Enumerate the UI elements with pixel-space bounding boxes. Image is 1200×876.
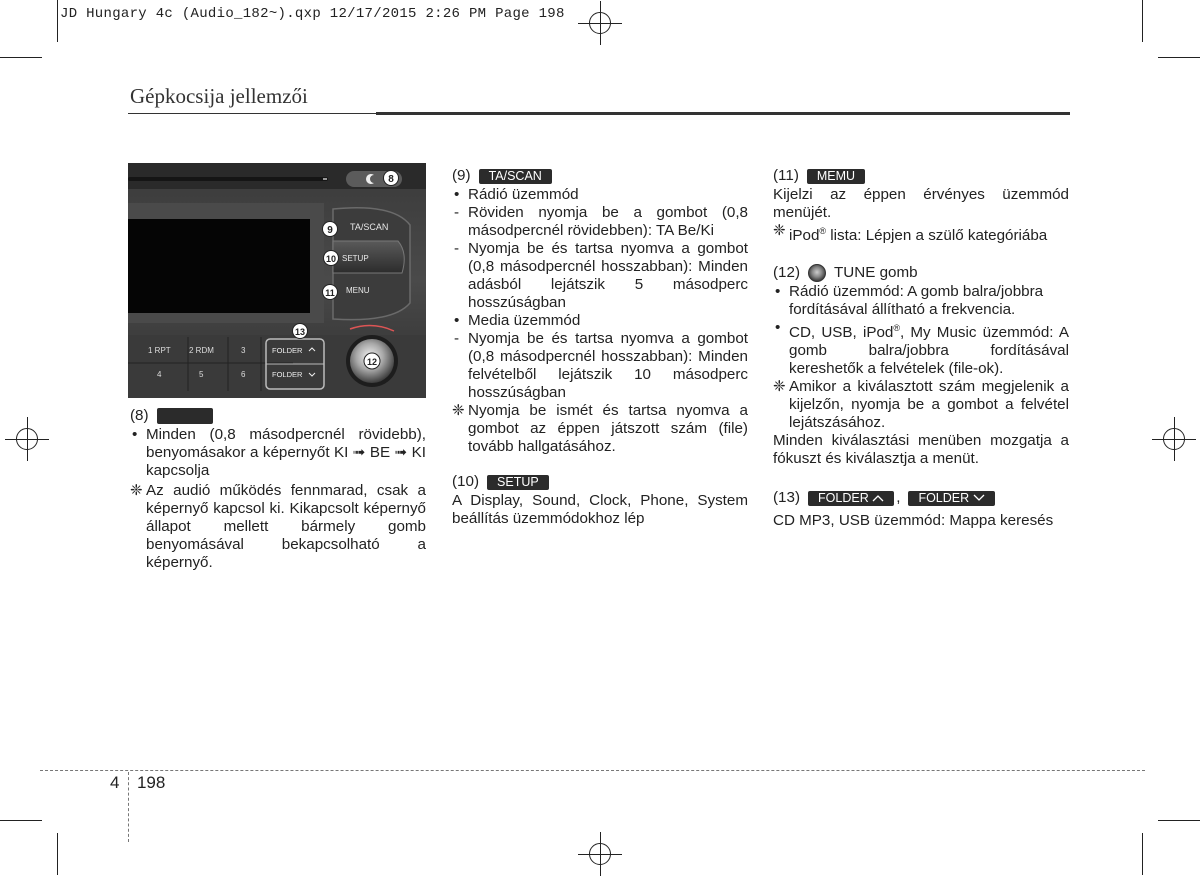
menu-button-label: MENU (346, 286, 370, 295)
folder-up-text: FOLDER (818, 490, 869, 505)
ta-scan-button-label: TA/SCAN (350, 222, 389, 232)
item-8-note (130, 482, 426, 572)
long-press-media-dash: - Nyomja be és tartsa nyomva a gombot (0,8 másodpercnél hosszabban): Minden felvételből lejátszik 10 másodperc hosszúságban (452, 330, 748, 402)
callout-10: 10 (325, 254, 337, 264)
callout-12: 12 (366, 357, 378, 367)
registration-mark-icon (16, 428, 38, 450)
item-10-heading (452, 472, 748, 492)
note-mark: ❈ (452, 402, 465, 419)
crop-mark (1142, 833, 1143, 875)
chevron-down-icon (973, 494, 985, 502)
preset-1-rpt-label: 1 RPT (148, 346, 171, 355)
item-11-heading (773, 166, 1069, 186)
item-13-number: (13) (773, 489, 801, 507)
menu-label: MEMU (807, 169, 865, 184)
item-11-number: (11) (773, 167, 799, 184)
page-number (110, 773, 165, 793)
item-9-note (452, 402, 748, 456)
callout-8: 8 (388, 174, 394, 185)
tune-media-text-b: , My Music üzemmód: A gomb balra/jobbra fordításával kereshetők a felvételek (file-ok). (789, 324, 1069, 378)
chapter-number: 4 (110, 773, 120, 792)
separator-comma: , (896, 489, 901, 507)
registration-mark-icon (589, 843, 611, 865)
preset-3-label: 3 (241, 346, 246, 355)
radio-mode-bullet: • Rádió üzemmód (452, 186, 748, 204)
tune-media-bullet (773, 319, 1069, 378)
item-8-heading (130, 406, 426, 426)
ta-scan-label: TA/SCAN (479, 169, 552, 184)
preset-4-label: 4 (157, 370, 162, 379)
folder-down-text: FOLDER (918, 490, 970, 505)
item-8-bullet: • Minden (0,8 másodpercnél rövidebb), benyomásakor a képernyőt KI ➟ BE ➟ KI kapcsolja (130, 426, 426, 480)
item-12-number: (12) (773, 264, 801, 282)
preset-2-rdm-label: 2 RDM (189, 346, 214, 355)
item-8-number: (8) (130, 407, 149, 424)
item-9-heading (452, 166, 748, 186)
title-rule (376, 112, 1070, 115)
ipod-text: iPod (789, 227, 820, 245)
column-1 (130, 406, 426, 572)
tune-media-text-a: CD, USB, iPod (789, 324, 894, 342)
column-2 (452, 166, 748, 528)
crop-mark (1142, 0, 1143, 42)
moon-button-label (157, 408, 213, 424)
print-header: JD Hungary 4c (Audio_182~).qxp 12/17/2015 2:26 PM Page 198 (60, 6, 565, 22)
registered-mark: ® (893, 323, 900, 334)
item-11-note (773, 222, 1069, 245)
item-10-number: (10) (452, 473, 480, 490)
screen-display (128, 219, 310, 313)
item-8-note-text: Az audió működés fennmarad, csak a képernyő kapcsol ki. Kikapcsolt képernyő állapot mellett bármely gomb benyomásával bekapcsolható a képernyő. (146, 482, 426, 571)
tune-label: TUNE gomb (834, 264, 918, 282)
media-mode-bullet: • Media üzemmód (452, 312, 748, 330)
note-mark: ❈ (130, 482, 143, 499)
crop-mark (1158, 820, 1200, 821)
callout-11: 11 (325, 288, 335, 298)
long-press-radio-dash: - Nyomja be és tartsa nyomva a gombot (0,8 másodpercnél hosszabban): Minden adásból lejátszik 5 másodperc hosszúságban (452, 240, 748, 312)
registration-mark-icon (1163, 428, 1185, 450)
preset-5-label: 5 (199, 370, 204, 379)
item-11-text: Kijelzi az éppen érvényes üzemmód menüjét. (773, 186, 1069, 221)
title-rule (128, 113, 376, 114)
tune-knob-icon (808, 264, 826, 282)
page-number-value: 198 (136, 773, 166, 792)
item-13-heading (773, 488, 1069, 508)
setup-label: SETUP (487, 475, 549, 490)
item-13-text: CD MP3, USB üzemmód: Mappa keresés (773, 512, 1054, 530)
chevron-up-icon (872, 494, 884, 502)
folder-down-label: FOLDER (272, 370, 303, 379)
crop-mark (0, 820, 42, 821)
section-title: Gépkocsija jellemzői (130, 84, 308, 108)
note-mark: ❈ (773, 378, 786, 396)
moon-icon (179, 410, 191, 422)
note-mark: ❈ (773, 222, 786, 239)
crop-mark (57, 0, 58, 42)
folder-up-button-label (808, 491, 894, 506)
item-11-note-text: lista: Lépjen a szülő kategóriába (826, 227, 1048, 245)
item-12-text: Minden kiválasztási menüben mozgatja a fókuszt és kiválasztja a menüt. (773, 432, 1069, 468)
setup-button-label: SETUP (342, 254, 369, 263)
folder-down-button-label (908, 491, 994, 506)
audio-unit-figure (128, 163, 426, 398)
crop-mark (1158, 57, 1200, 58)
crop-mark (57, 833, 58, 875)
item-12-note (773, 378, 1069, 432)
callout-13: 13 (294, 327, 306, 337)
crop-mark (0, 57, 42, 58)
short-press-dash: - Röviden nyomja be a gombot (0,8 másodpercnél rövidebben): TA Be/Ki (452, 204, 748, 240)
footer-rule (40, 770, 1145, 771)
registration-mark-icon (589, 12, 611, 34)
preset-6-label: 6 (241, 370, 246, 379)
tune-radio-bullet: • Rádió üzemmód: A gomb balra/jobbra fordításával állítható a frekvencia. (773, 283, 1069, 319)
item-12-note-text: Amikor a kiválasztott szám megjelenik a kijelzőn, nyomja be a gombot a felvétel lejátszásához. (789, 378, 1069, 432)
column-3 (773, 166, 1069, 530)
item-9-number: (9) (452, 167, 471, 184)
item-12-heading (773, 263, 1069, 283)
folder-up-label: FOLDER (272, 346, 303, 355)
callout-9: 9 (327, 225, 333, 236)
item-9-note-text: Nyomja be ismét és tartsa nyomva a gombot az éppen játszott szám (file) tovább hallgatásához. (468, 402, 748, 455)
item-10-text: A Display, Sound, Clock, Phone, System beállítás üzemmódokhoz lép (452, 492, 748, 527)
registered-mark: ® (819, 226, 827, 236)
